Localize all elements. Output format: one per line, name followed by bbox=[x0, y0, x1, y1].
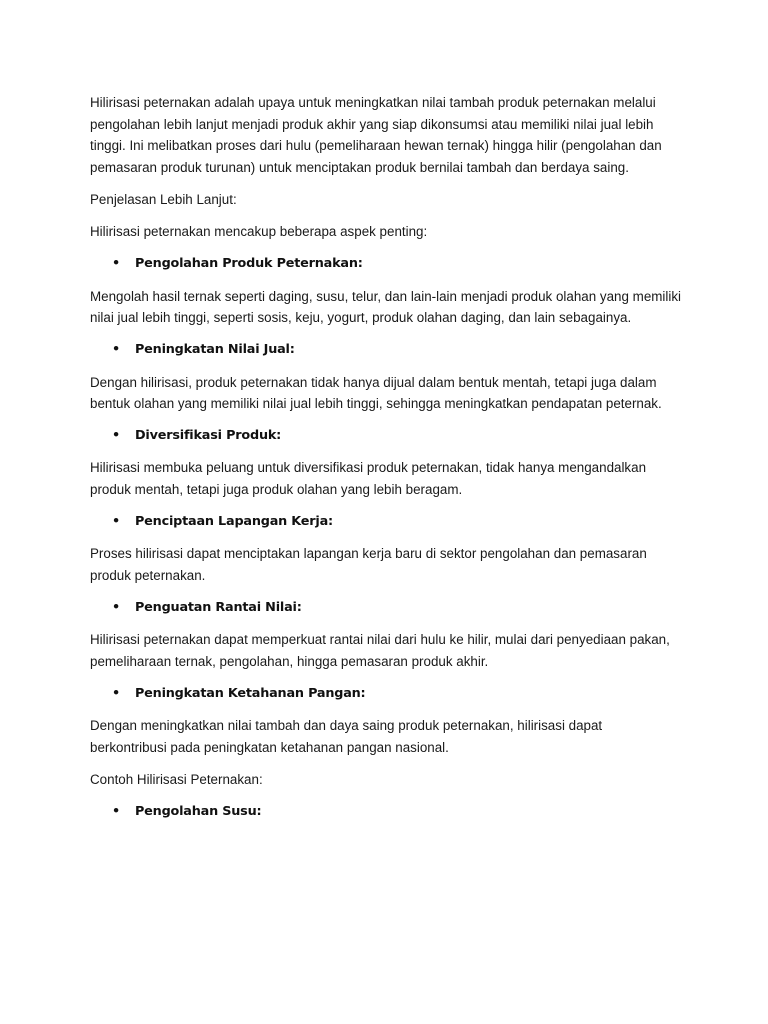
section-paragraph: Dengan meningkatkan nilai tambah dan daya saing produk peternakan, hilirisasi dapat berkontribusi pada peningkatan ketahanan pangan nasional. bbox=[90, 718, 603, 755]
bullet-dot-icon: • bbox=[112, 342, 120, 358]
bullet-dot-icon: • bbox=[112, 256, 120, 272]
bullet-title: Peningkatan Nilai Jual: bbox=[135, 342, 295, 358]
bullet-title: Pengolahan Produk Peternakan: bbox=[135, 256, 363, 272]
examples-heading: Contoh Hilirisasi Peternakan: bbox=[90, 772, 263, 788]
bullet-dot-icon: • bbox=[112, 600, 120, 616]
intro-paragraph: Hilirisasi peternakan adalah upaya untuk meningkatkan nilai tambah produk peternakan melalui pengolahan lebih lanjut menjadi produk akhir yang siap dikonsumsi atau memiliki nilai jual lebih tinggi. Ini melibatkan proses dari hulu (pemeliharaan hewan ternak) hingga hilir (pengolahan dan pemasaran produk turunan) untuk menciptakan produk bernilai tambah dan berdaya saing. bbox=[90, 95, 662, 175]
bullet-title: Penguatan Rantai Nilai: bbox=[135, 600, 302, 616]
aspects-intro: Hilirisasi peternakan mencakup beberapa aspek penting: bbox=[90, 224, 428, 240]
section-paragraph: Mengolah hasil ternak seperti daging, susu, telur, dan lain-lain menjadi produk olahan yang memiliki nilai jual lebih tinggi, seperti sosis, keju, yogurt, produk olahan daging, dan lain sebagainya. bbox=[90, 288, 682, 326]
bullet-title: Penciptaan Lapangan Kerja: bbox=[135, 514, 333, 530]
document-page bbox=[90, 92, 682, 834]
bullet-title: Diversifikasi Produk: bbox=[135, 428, 282, 444]
bullet-item bbox=[90, 683, 682, 705]
bullet-item bbox=[90, 425, 682, 447]
section-paragraph: Hilirisasi peternakan dapat memperkuat rantai nilai dari hulu ke hilir, mulai dari penyediaan pakan, pemeliharaan ternak, pengolahan, hingga pemasaran produk akhir. bbox=[90, 632, 670, 669]
bullet-dot-icon: • bbox=[112, 804, 120, 820]
bullet-title: Peningkatan Ketahanan Pangan: bbox=[135, 686, 366, 702]
bullet-dot-icon: • bbox=[112, 428, 120, 444]
bullet-item bbox=[90, 253, 682, 275]
section-paragraph: Hilirisasi membuka peluang untuk diversifikasi produk peternakan, tidak hanya mengandalkan produk mentah, tetapi juga produk olahan yang lebih beragam. bbox=[90, 460, 647, 498]
bullet-dot-icon: • bbox=[112, 514, 120, 530]
section-paragraph: Proses hilirisasi dapat menciptakan lapangan kerja baru di sektor pengolahan dan pemasaran produk peternakan. bbox=[90, 546, 647, 584]
bullet-item bbox=[90, 339, 682, 361]
bullet-item bbox=[90, 511, 682, 533]
bullet-item bbox=[90, 801, 682, 823]
bullet-item bbox=[90, 597, 682, 619]
bullet-dot-icon: • bbox=[112, 686, 120, 702]
explanation-heading: Penjelasan Lebih Lanjut: bbox=[90, 191, 237, 207]
section-paragraph: Dengan hilirisasi, produk peternakan tidak hanya dijual dalam bentuk mentah, tetapi juga dalam bentuk olahan yang memiliki nilai jual lebih tinggi, sehingga meningkatkan pendapatan peternak. bbox=[90, 374, 662, 412]
bullet-title: Pengolahan Susu: bbox=[135, 804, 262, 820]
